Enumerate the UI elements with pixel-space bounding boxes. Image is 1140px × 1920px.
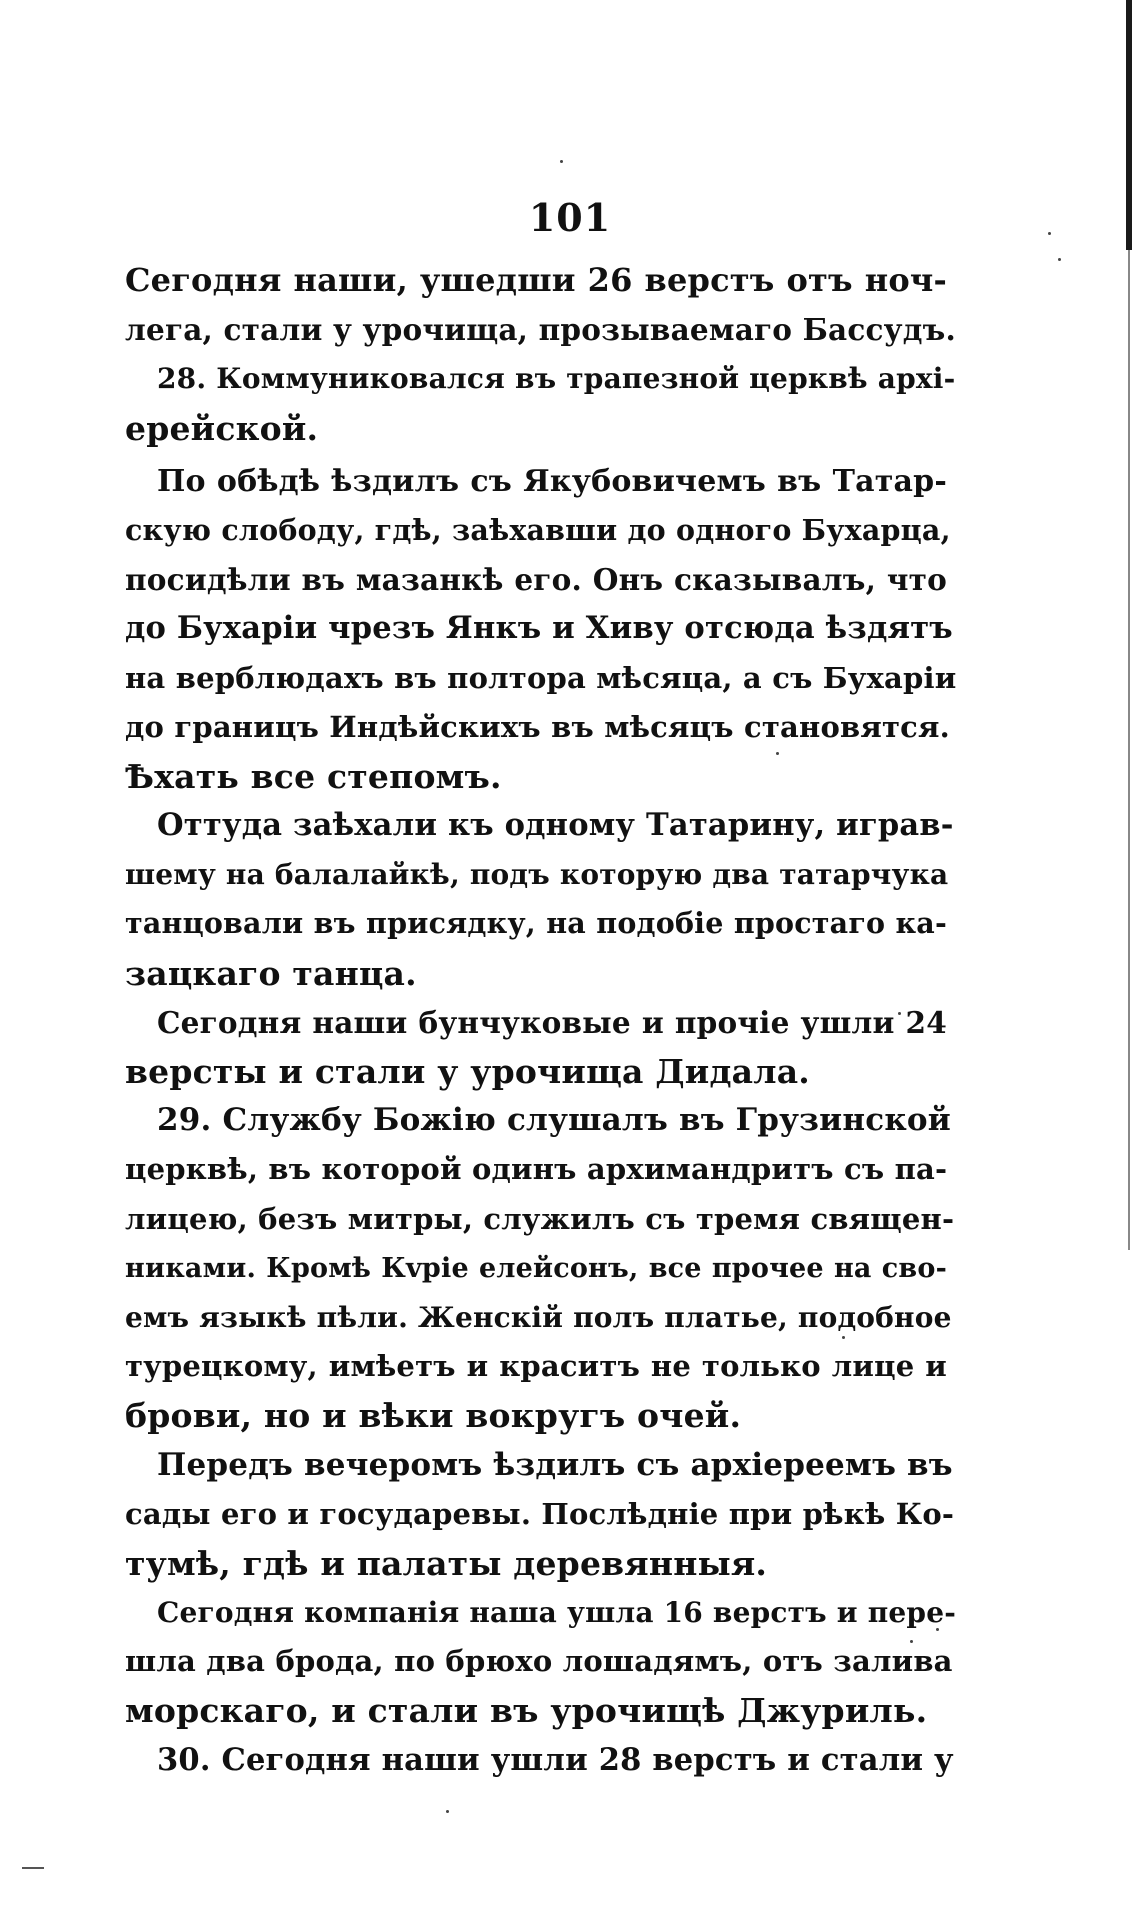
text-line: посидѣли въ мазанкѣ его. Онъ сказывалъ, что: [125, 562, 947, 598]
text-line: Сегодня наши бунчуковые и прочіе ушли 24: [157, 1004, 947, 1040]
text-line: лега, стали у урочища, прозываемаго Бассудъ.: [125, 312, 956, 348]
text-line: шла два брода, по брюхо лошадямъ, отъ залива: [125, 1644, 953, 1679]
text-line: на верблюдахъ въ полтора мѣсяца, а съ Бухаріи: [125, 660, 957, 695]
text-line: брови, но и вѣки вокругъ очей.: [125, 1396, 742, 1436]
text-line: 29. Службу Божію слушалъ въ Грузинской: [157, 1102, 951, 1139]
page-edge-line: [1128, 250, 1130, 1250]
text-line: танцовали въ присядку, на подобіе простаго ка-: [125, 906, 947, 941]
page-number: 101: [528, 195, 612, 240]
text-line: никами. Кромѣ Кvріе елейсонъ, все прочее на сво-: [125, 1252, 947, 1284]
text-line: лицею, безъ митры, служилъ съ тремя священ-: [125, 1201, 955, 1236]
print-speck: [560, 160, 563, 163]
text-line: емъ языкѣ пѣли. Женскій полъ платье, подобное: [125, 1300, 952, 1334]
text-line: По обѣдѣ ѣздилъ съ Якубовичемъ въ Татар-: [157, 463, 947, 499]
text-line: 30. Сегодня наши ушли 28 верстъ и стали у: [157, 1741, 954, 1778]
body-text: [125, 256, 957, 1785]
text-line: Сегодня наши, ушедши 26 верстъ отъ ноч-: [125, 261, 947, 299]
text-line: Сегодня компанія наша ушла 16 верстъ и пере-: [157, 1596, 957, 1630]
text-line: ерейской.: [125, 408, 319, 448]
print-speck: [446, 1810, 449, 1813]
margin-mark: [22, 1867, 44, 1869]
text-line: до границъ Индѣйскихъ въ мѣсяцъ становятся.: [125, 709, 950, 744]
print-speck: [1058, 258, 1061, 261]
text-line: морскаго, и стали въ урочищѣ Джуриль.: [125, 1691, 928, 1731]
text-line: Ѣхать все степомъ.: [125, 756, 502, 796]
text-line: сады его и государевы. Послѣдніе при рѣкѣ Ко-: [125, 1496, 955, 1531]
text-line: шему на балалайкѣ, подъ которую два татарчука: [125, 858, 949, 892]
text-line: тумѣ, гдѣ и палаты деревянныя.: [125, 1543, 768, 1583]
text-line: Передъ вечеромъ ѣздилъ съ архіереемъ въ: [157, 1446, 953, 1483]
text-line: версты и стали у урочища Дидала.: [125, 1052, 810, 1091]
text-line: турецкому, имѣетъ и краситъ не только лице и: [125, 1349, 947, 1384]
text-line: скую слободу, гдѣ, заѣхавши до одного Бухарца,: [125, 512, 951, 547]
text-line: зацкаго танца.: [125, 953, 417, 993]
text-line: до Бухаріи чрезъ Янкъ и Хиву отсюда ѣздятъ: [125, 610, 953, 647]
text-line: 28. Коммуниковался въ трапезной церквѣ архі-: [157, 362, 956, 396]
text-line: Оттуда заѣхали къ одному Татарину, играв-: [157, 807, 954, 844]
text-line: церквѣ, въ которой одинъ архимандритъ съ па-: [125, 1152, 948, 1187]
